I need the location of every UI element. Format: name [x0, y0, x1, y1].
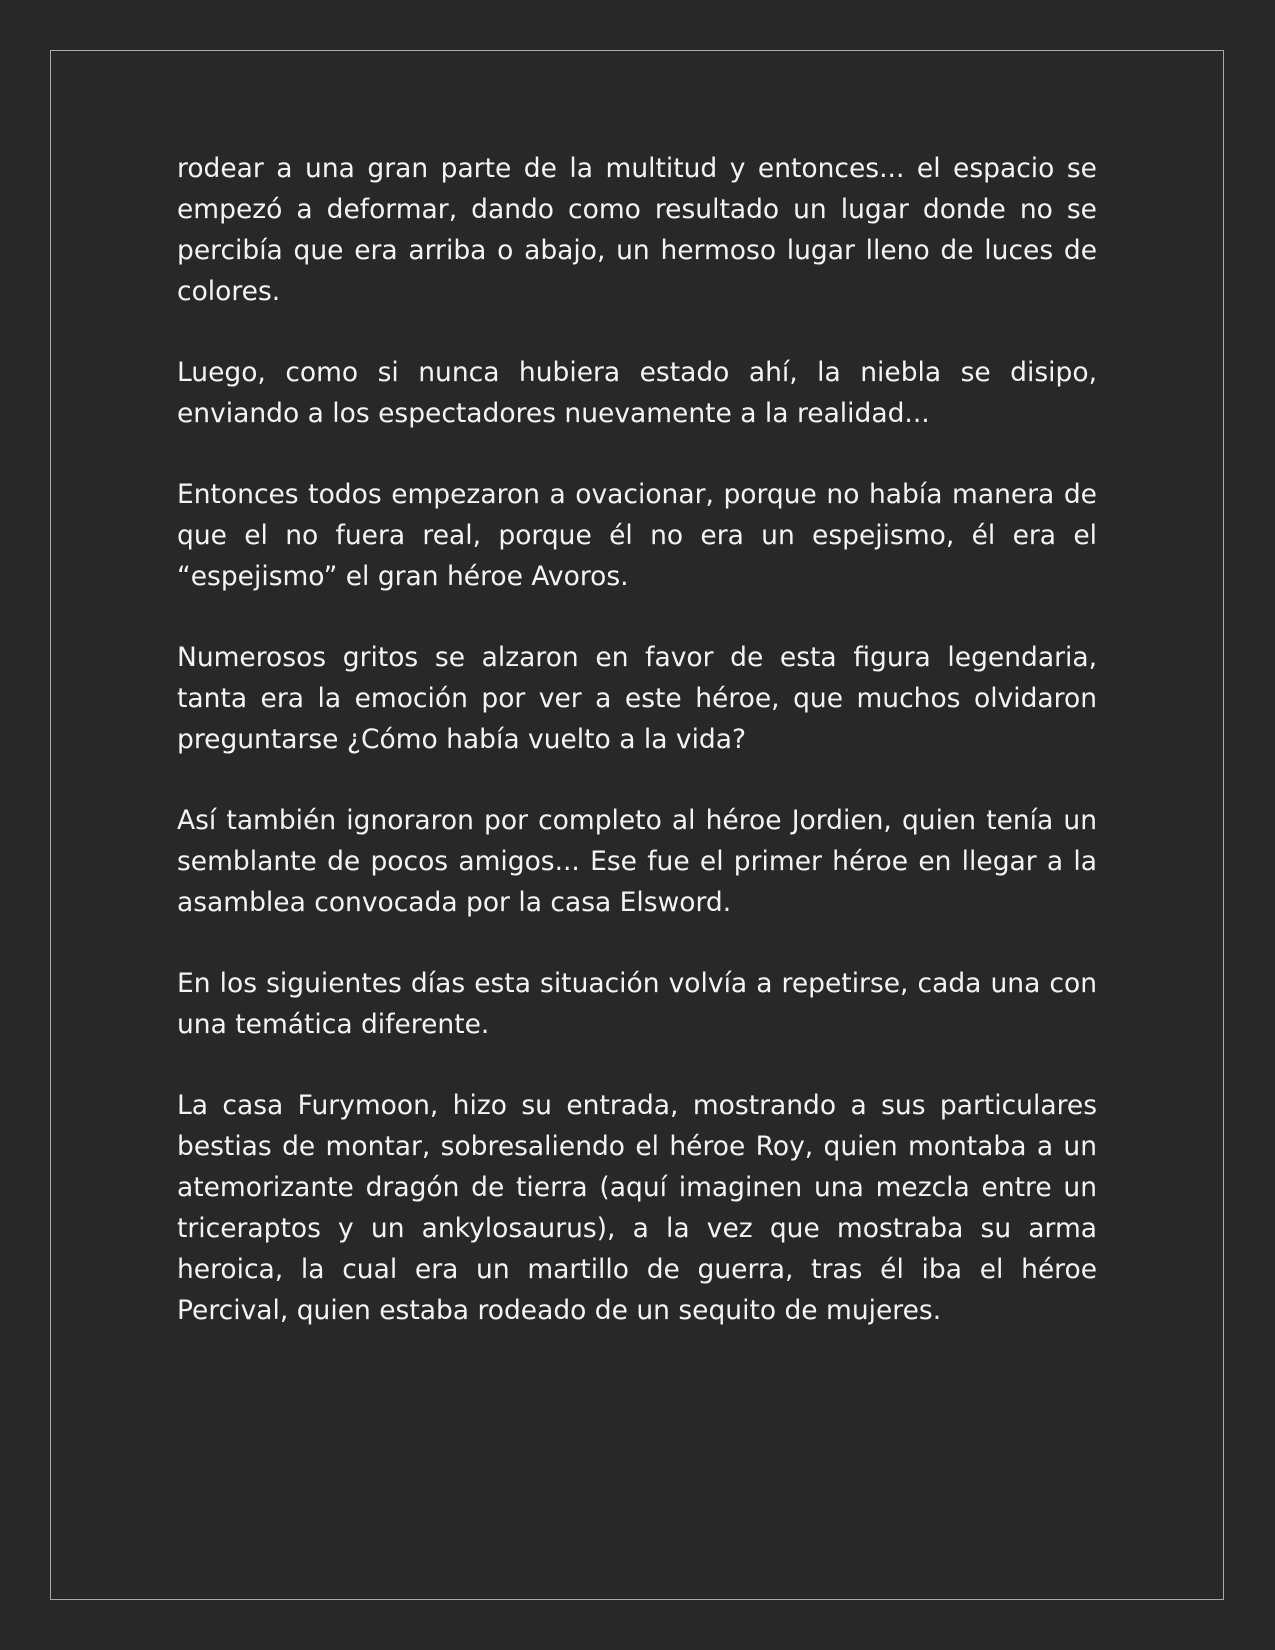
paragraph: La casa Furymoon, hizo su entrada, mostrando a sus particulares bestias de montar, sobresaliendo el héroe Roy, quien montaba a un atemorizante dragón de tierra (aquí imaginen una mezcla entre un triceraptos y un ankylosaurus), a la vez que mostraba su arma heroica, la cual era un martillo de guerra, tras él iba el héroe Percival, quien estaba rodeado de un sequito de mujeres.: [177, 1090, 1097, 1326]
document-body: [177, 148, 1097, 1371]
paragraph: En los siguientes días esta situación volvía a repetirse, cada una con una temática diferente.: [177, 968, 1097, 1040]
paragraph: Numerosos gritos se alzaron en favor de esta figura legendaria, tanta era la emoción por ver a este héroe, que muchos olvidaron preguntarse ¿Cómo había vuelto a la vida?: [177, 642, 1097, 755]
paragraph: rodear a una gran parte de la multitud y entonces... el espacio se empezó a deformar, dando como resultado un lugar donde no se percibía que era arriba o abajo, un hermoso lugar lleno de luces de colores.: [177, 153, 1097, 307]
paragraph: Así también ignoraron por completo al héroe Jordien, quien tenía un semblante de pocos amigos... Ese fue el primer héroe en llegar a la asamblea convocada por la casa Elsword.: [177, 805, 1097, 918]
paragraph: Entonces todos empezaron a ovacionar, porque no había manera de que el no fuera real, porque él no era un espejismo, él era el “espejismo” el gran héroe Avoros.: [177, 479, 1097, 592]
paragraph: Luego, como si nunca hubiera estado ahí, la niebla se disipo, enviando a los espectadores nuevamente a la realidad...: [177, 357, 1097, 429]
